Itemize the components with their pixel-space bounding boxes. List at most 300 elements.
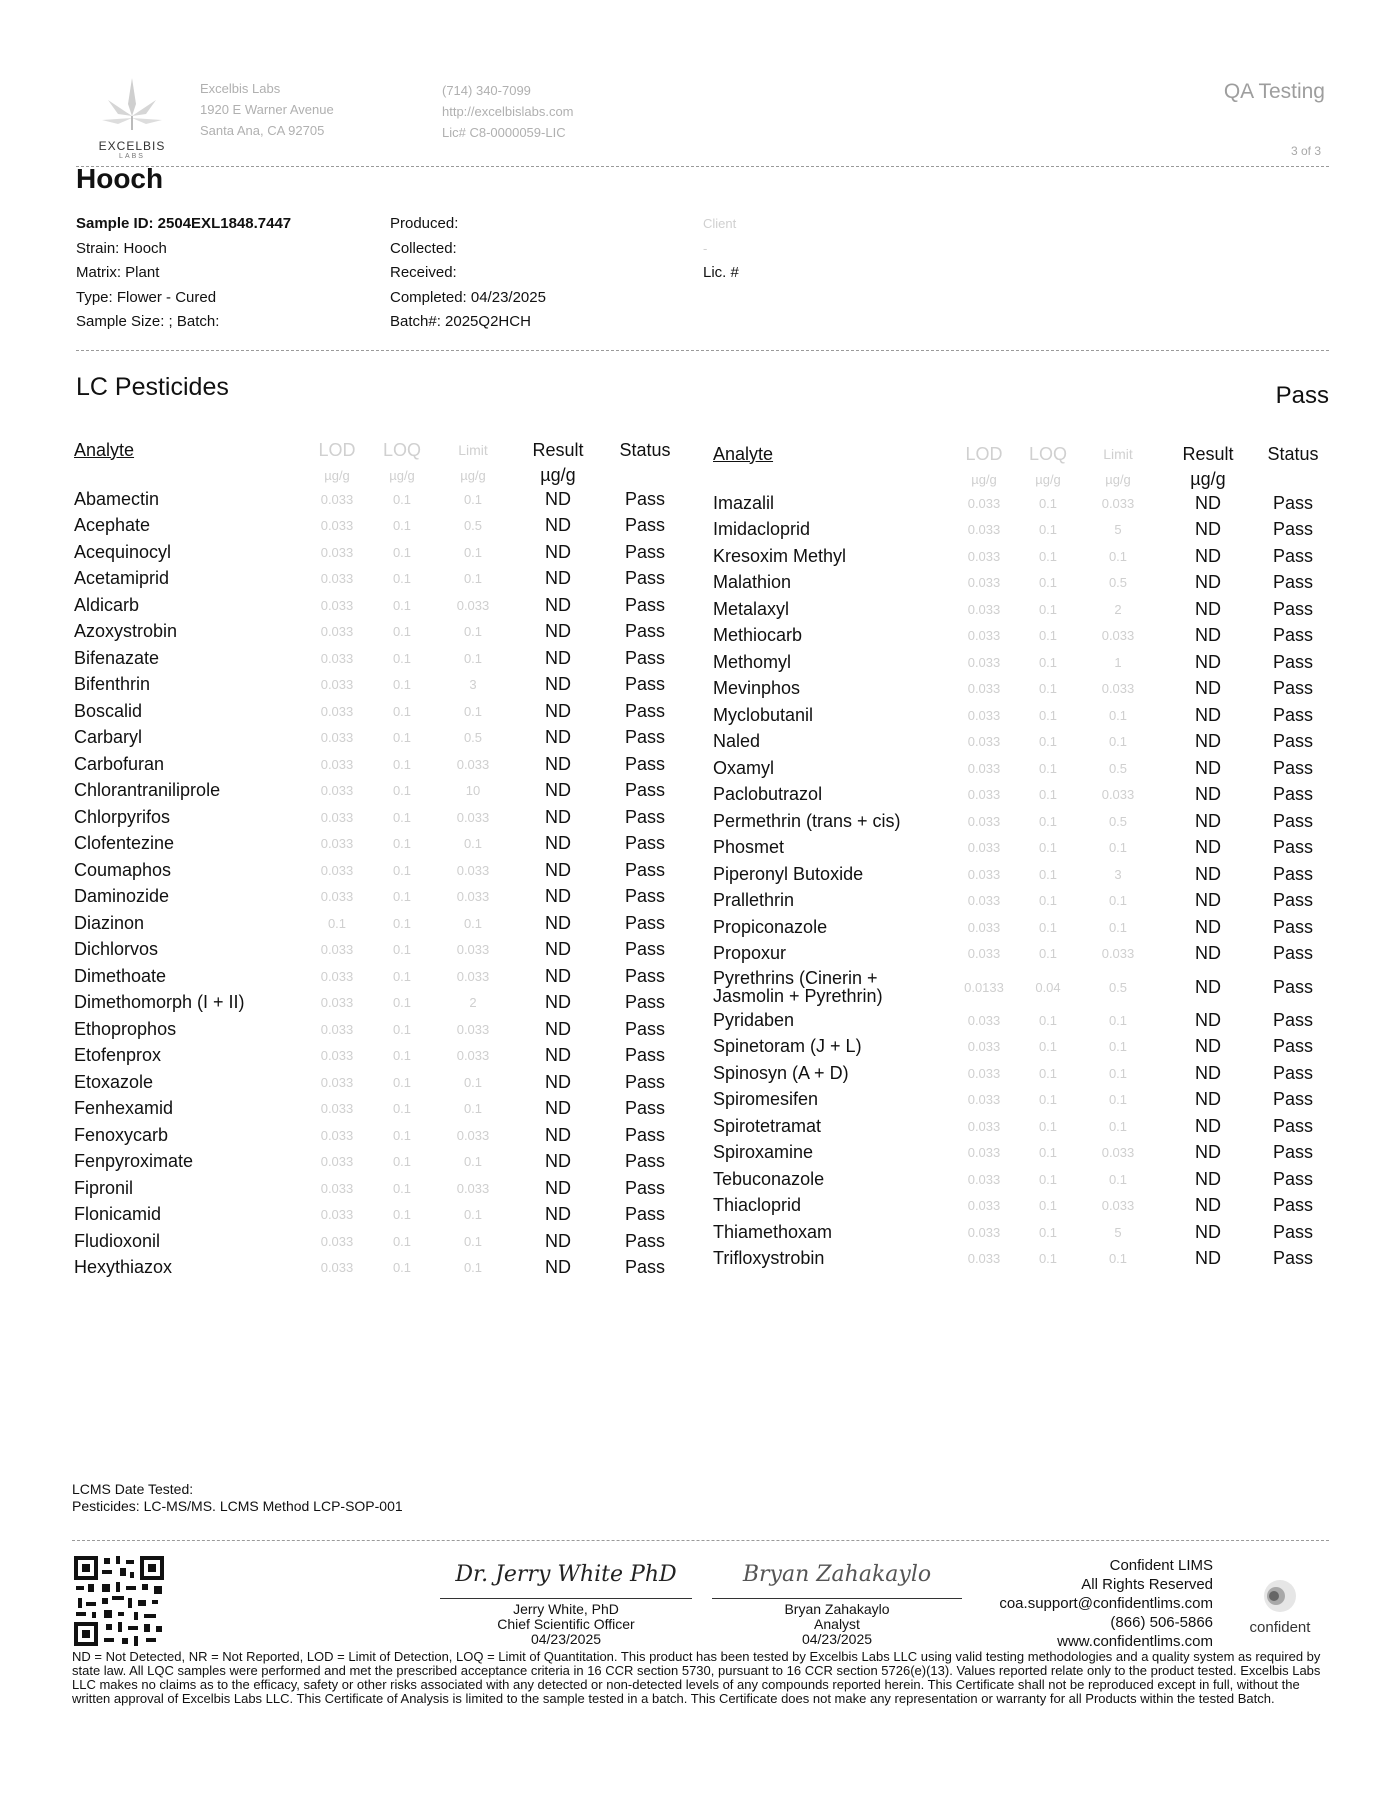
result-cell: ND [545,727,571,748]
loq-cell: 0.1 [392,1260,412,1276]
limit-cell: 0.1 [1108,1092,1128,1108]
result-cell: ND [545,1151,571,1172]
result-cell: ND [1195,810,1221,831]
status-cell: Pass [624,965,666,986]
lab-address [200,78,334,141]
limit-cell: 0.1 [463,491,483,507]
disclaimer: ND = Not Detected, NR = Not Reported, LOD = Limit of Detection, LOQ = Limit of Quantitation. This product has been tested by Excelbis Labs LLC using valid testing methodologies and a quality system as required by state law. All LQC samples were performed and met the prescribed acceptance criteria in 16 CCR section 5730, pursuant to 16 CCR section 5726(e)(13). Values reported relate only to the product tested. Excelbis Labs LLC makes no claims as to the efficacy, safety or other risks associated with any detected or non-detected levels of any compounds reported herein. This Certificate shall not be reproduced except in full, without the written approval of Excelbis Labs LLC. This Certificate of Analysis is limited to the sample tested in a batch. This Certificate does not make any representation or warranty for all Products within the tested Batch. [72,1649,1321,1706]
table-row [74,1069,688,1096]
table-row [713,1193,1333,1220]
logo-subtext: LABS [119,153,145,160]
limit-cell: 0.1 [1108,893,1128,909]
header-result: Result [532,439,584,460]
lod-cell: 0.033 [967,654,1001,670]
result-cell: ND [1195,943,1221,964]
header-divider [76,166,1329,167]
header-analyte: Analyte [74,439,135,460]
limit-cell: 0.5 [1108,760,1128,776]
result-cell: ND [1195,572,1221,593]
limit-cell: 0.033 [456,862,490,878]
result-cell: ND [545,753,571,774]
status-cell: Pass [1272,863,1314,884]
lod-cell: 0.033 [967,601,1001,617]
table-row [713,543,1333,570]
client-license: Lic. # [703,264,739,281]
table-row [713,676,1333,703]
loq-cell: 0.04 [1035,979,1061,995]
signature-2-name: Bryan Zahakaylo [784,1601,890,1617]
loq-cell: 0.1 [1038,575,1058,591]
loq-cell: 0.1 [1038,840,1058,856]
lab-contact [442,80,574,143]
result-cell: ND [1195,545,1221,566]
analyte-cell: Metalaxyl [713,598,790,619]
table-row [713,1060,1333,1087]
analyte-cell: Carbofuran [74,753,165,774]
unit-lod: µg/g [324,467,350,483]
analyte-cell: Abamectin [74,488,160,509]
lod-cell: 0.033 [320,1048,354,1064]
lod-cell: 0.033 [967,1065,1001,1081]
analyte-cell: Fludioxonil [74,1230,161,1251]
table-row [74,513,688,540]
result-cell: ND [1195,757,1221,778]
pesticides-table-left [74,436,688,1281]
lod-cell: 0.033 [320,809,354,825]
loq-cell: 0.1 [392,491,412,507]
table-row [74,751,688,778]
analyte-cell: Propiconazole [713,916,828,937]
limit-cell: 3 [469,677,477,693]
status-cell: Pass [624,488,666,509]
lod-cell: 0.033 [967,866,1001,882]
limit-cell: 0.5 [1108,575,1128,591]
result-cell: ND [545,621,571,642]
limit-cell: 0.1 [463,1154,483,1170]
result-cell: ND [1195,1221,1221,1242]
result-cell: ND [1195,704,1221,725]
lab-phone: (714) 340-7099 [442,83,531,98]
product-title: Hooch [76,163,164,194]
table-row [74,619,688,646]
analyte-cell: Tebuconazole [713,1168,825,1189]
limit-cell: 1 [1114,654,1122,670]
loq-cell: 0.1 [1038,548,1058,564]
unit-limit: µg/g [1105,471,1131,487]
lod-cell: 0.033 [320,1021,354,1037]
analyte-cell: Bifenazate [74,647,160,668]
lims-phone: (866) 506-5866 [1110,1614,1213,1631]
lod-cell: 0.1 [327,915,347,931]
lod-cell: 0.033 [320,1207,354,1223]
limit-cell: 0.033 [1101,1145,1135,1161]
result-cell: ND [1195,651,1221,672]
analyte-cell: Aldicarb [74,594,140,615]
lab-license: Lic# C8-0000059-LIC [442,125,566,140]
status-cell: Pass [1272,916,1314,937]
analyte-cell: Ethoprophos [74,1018,177,1039]
table-row [74,1175,688,1202]
section-title: LC Pesticides [76,373,229,401]
status-cell: Pass [624,780,666,801]
result-cell: ND [1195,1142,1221,1163]
loq-cell: 0.1 [392,1233,412,1249]
status-cell: Pass [1272,837,1314,858]
table-row [74,884,688,911]
loq-cell: 0.1 [1038,522,1058,538]
lod-cell: 0.033 [967,734,1001,750]
table-row [74,1202,688,1229]
result-cell: ND [1195,492,1221,513]
table-row [74,698,688,725]
analyte-cell: Fenpyroximate [74,1151,194,1172]
table-row [74,566,688,593]
status-cell: Pass [624,674,666,695]
analyte-cell: Acequinocyl [74,541,172,562]
limit-cell: 0.1 [1108,707,1128,723]
analyte-cell: Kresoxim Methyl [713,545,847,566]
lod-cell: 0.033 [320,1154,354,1170]
table-row [74,910,688,937]
loq-cell: 0.1 [1038,1039,1058,1055]
loq-cell: 0.1 [392,1180,412,1196]
loq-cell: 0.1 [392,730,412,746]
lod-cell: 0.033 [320,597,354,613]
header-analyte: Analyte [713,443,774,464]
result-cell: ND [1195,976,1221,997]
result-cell: ND [545,806,571,827]
result-cell: ND [545,1045,571,1066]
result-cell: ND [545,1177,571,1198]
table-row [713,570,1333,597]
limit-cell: 0.1 [1108,1251,1128,1267]
sample-batch: Batch#: 2025Q2HCH [390,313,531,330]
lod-cell: 0.033 [967,1118,1001,1134]
loq-cell: 0.1 [1038,628,1058,644]
table-row [713,1007,1333,1034]
table-row [713,914,1333,941]
table-row [713,702,1333,729]
loq-cell: 0.1 [392,968,412,984]
result-cell: ND [1195,1248,1221,1269]
table-row [74,1016,688,1043]
table-row [713,808,1333,835]
loq-cell: 0.1 [392,1048,412,1064]
unit-loq: µg/g [1035,471,1061,487]
table-row [74,645,688,672]
status-cell: Pass [1272,784,1314,805]
analyte-cell: Diazinon [74,912,145,933]
lims-email[interactable]: coa.support@confidentlims.com [999,1595,1213,1612]
limit-cell: 0.033 [456,756,490,772]
status-cell: Pass [624,939,666,960]
limit-cell: 0.5 [463,518,483,534]
lod-cell: 0.033 [967,1039,1001,1055]
analyte-cell: Phosmet [713,837,785,858]
status-cell: Pass [624,886,666,907]
header-limit: Limit [1103,446,1133,462]
result-cell: ND [545,1018,571,1039]
status-cell: Pass [624,621,666,642]
table-row [74,937,688,964]
status-cell: Pass [624,859,666,880]
loq-cell: 0.1 [1038,1251,1058,1267]
table-row [74,778,688,805]
analyte-cell: Dichlorvos [74,939,159,960]
table-row [74,963,688,990]
result-cell: ND [1195,731,1221,752]
limit-cell: 0.033 [1101,495,1135,511]
lod-cell: 0.033 [967,628,1001,644]
loq-cell: 0.1 [392,1154,412,1170]
signature-1-title: Chief Scientific Officer [497,1616,635,1632]
loq-cell: 0.1 [1038,813,1058,829]
analyte-cell: Spinosyn (A + D) [713,1062,849,1083]
table-row [713,1087,1333,1114]
signature-2 [712,1562,962,1647]
status-cell: Pass [1272,731,1314,752]
loq-cell: 0.1 [392,756,412,772]
status-cell: Pass [624,1177,666,1198]
status-cell: Pass [1272,1089,1314,1110]
result-cell: ND [1195,1062,1221,1083]
limit-cell: 0.1 [463,624,483,640]
sample-info-col1 [76,212,291,335]
lod-cell: 0.033 [320,1074,354,1090]
status-cell: Pass [1272,1195,1314,1216]
signature-1-name: Jerry White, PhD [513,1601,619,1617]
result-cell: ND [545,1257,571,1278]
status-cell: Pass [1272,492,1314,513]
status-cell: Pass [624,1257,666,1278]
result-cell: ND [545,833,571,854]
lod-cell: 0.033 [967,495,1001,511]
signature-2-details [712,1602,962,1647]
result-cell: ND [1195,519,1221,540]
signature-1-details [440,1602,692,1647]
result-cell: ND [545,886,571,907]
lod-cell: 0.033 [967,787,1001,803]
result-cell: ND [1195,916,1221,937]
lod-cell: 0.033 [967,548,1001,564]
status-cell: Pass [1272,810,1314,831]
sample-divider [76,350,1329,351]
limit-cell: 0.1 [1108,734,1128,750]
status-cell: Pass [1272,890,1314,911]
analyte-cell: Daminozide [74,886,170,907]
cannabis-leaf-icon [88,74,176,132]
units-row [74,464,688,486]
table-row [74,592,688,619]
lod-cell: 0.033 [320,756,354,772]
result-cell: ND [1195,890,1221,911]
lod-cell: 0.033 [967,840,1001,856]
status-cell: Pass [1272,545,1314,566]
result-cell: ND [545,1204,571,1225]
analyte-cell: Acephate [74,515,151,536]
lod-cell: 0.033 [320,650,354,666]
lod-cell: 0.0133 [964,979,1004,995]
loq-cell: 0.1 [392,809,412,825]
table-row [74,857,688,884]
lod-cell: 0.033 [967,1145,1001,1161]
table-row [74,672,688,699]
analyte-cell: Pyridaben [713,1009,795,1030]
lod-cell: 0.033 [967,946,1001,962]
table-header-row [74,436,688,464]
result-cell: ND [545,568,571,589]
lod-cell: 0.033 [320,1180,354,1196]
status-cell: Pass [1272,1036,1314,1057]
analyte-cell: Propoxur [713,943,787,964]
analyte-cell: Fenoxycarb [74,1124,169,1145]
analyte-cell: Paclobutrazol [713,784,823,805]
table-row [713,623,1333,650]
limit-cell: 0.1 [463,836,483,852]
loq-cell: 0.1 [1038,681,1058,697]
limit-cell: 0.033 [1101,628,1135,644]
client-info [703,212,739,286]
analyte-cell: Dimethomorph (I + II) [74,992,245,1013]
limit-cell: 0.033 [1101,1198,1135,1214]
analyte-cell: Methomyl [713,651,792,672]
table-row [74,539,688,566]
confident-logo-icon [1260,1576,1300,1616]
status-cell: Pass [1272,1009,1314,1030]
limit-cell: 0.1 [463,544,483,560]
limit-cell: 0.033 [456,1180,490,1196]
table-row [713,1246,1333,1273]
sample-size: Sample Size: ; Batch: [76,313,220,330]
limit-cell: 0.1 [463,703,483,719]
table-row [713,1034,1333,1061]
lims-info [999,1556,1213,1651]
qr-code[interactable] [72,1554,166,1648]
lod-cell: 0.033 [967,1251,1001,1267]
status-cell: Pass [624,1071,666,1092]
header-lod: LOD [318,439,356,460]
analyte-cell: Methiocarb [713,625,803,646]
loq-cell: 0.1 [392,650,412,666]
lod-cell: 0.033 [967,1012,1001,1028]
loq-cell: 0.1 [1038,1118,1058,1134]
table-row [74,831,688,858]
lod-cell: 0.033 [967,1171,1001,1187]
result-cell: ND [1195,1115,1221,1136]
signature-2-date: 04/23/2025 [801,1631,873,1647]
table-row [713,649,1333,676]
status-cell: Pass [1272,625,1314,646]
status-cell: Pass [1272,1115,1314,1136]
lab-logo [88,74,176,160]
table-row [713,861,1333,888]
analyte-cell: Permethrin (trans + cis) [713,810,901,831]
result-cell: ND [545,515,571,536]
lod-cell: 0.033 [967,1198,1001,1214]
table-row [713,596,1333,623]
table-row [713,835,1333,862]
loq-cell: 0.1 [392,1127,412,1143]
lod-cell: 0.033 [967,707,1001,723]
loq-cell: 0.1 [392,942,412,958]
analyte-cell: Oxamyl [713,757,775,778]
table-row [713,1140,1333,1167]
status-cell: Pass [624,541,666,562]
client-value: - [703,240,708,256]
lims-website[interactable]: www.confidentlims.com [1057,1633,1213,1650]
signature-2-script: Bryan Zahakaylo [742,1562,932,1587]
table-row [713,888,1333,915]
status-cell: Pass [1272,678,1314,699]
loq-cell: 0.1 [392,624,412,640]
lod-cell: 0.033 [320,1127,354,1143]
result-cell: ND [1195,1009,1221,1030]
loq-cell: 0.1 [1038,1092,1058,1108]
limit-cell: 0.033 [456,968,490,984]
loq-cell: 0.1 [1038,654,1058,670]
limit-cell: 10 [465,783,481,799]
lod-cell: 0.033 [320,491,354,507]
lod-cell: 0.033 [967,575,1001,591]
lod-cell: 0.033 [320,783,354,799]
status-cell: Pass [624,1230,666,1251]
lab-address-line2: Santa Ana, CA 92705 [200,123,325,138]
result-cell: ND [545,1071,571,1092]
table-row [713,941,1333,968]
units-row [713,468,1333,490]
limit-cell: 0.033 [456,942,490,958]
limit-cell: 0.1 [463,571,483,587]
lod-cell: 0.033 [320,703,354,719]
table-body-left [74,486,688,1281]
qa-testing-label: QA Testing [1223,80,1325,103]
lod-cell: 0.033 [967,813,1001,829]
status-cell: Pass [624,806,666,827]
signature-1 [440,1562,692,1647]
loq-cell: 0.1 [1038,1224,1058,1240]
status-cell: Pass [1272,976,1314,997]
analyte-cell: Imazalil [713,492,775,513]
loq-cell: 0.1 [392,677,412,693]
table-row [74,1122,688,1149]
loq-cell: 0.1 [392,518,412,534]
lod-cell: 0.033 [967,1092,1001,1108]
loq-cell: 0.1 [392,597,412,613]
analyte-cell: Fipronil [74,1177,134,1198]
overall-status: Pass [1275,382,1329,409]
loq-cell: 0.1 [1038,1171,1058,1187]
loq-cell: 0.1 [392,783,412,799]
lod-cell: 0.033 [320,1233,354,1249]
status-cell: Pass [624,594,666,615]
limit-cell: 0.1 [1108,548,1128,564]
result-cell: ND [1195,863,1221,884]
limit-cell: 0.1 [463,1260,483,1276]
status-cell: Pass [1272,519,1314,540]
header-lod: LOD [965,443,1003,464]
lod-cell: 0.033 [967,681,1001,697]
client-label: Client [703,216,737,231]
lod-cell: 0.033 [320,518,354,534]
table-row [74,1096,688,1123]
status-cell: Pass [624,727,666,748]
lod-cell: 0.033 [320,942,354,958]
loq-cell: 0.1 [1038,787,1058,803]
analyte-cell: Bifenthrin [74,674,151,695]
loq-cell: 0.1 [392,1021,412,1037]
status-cell: Pass [624,912,666,933]
analyte-cell: Chlorantraniliprole [74,780,221,801]
